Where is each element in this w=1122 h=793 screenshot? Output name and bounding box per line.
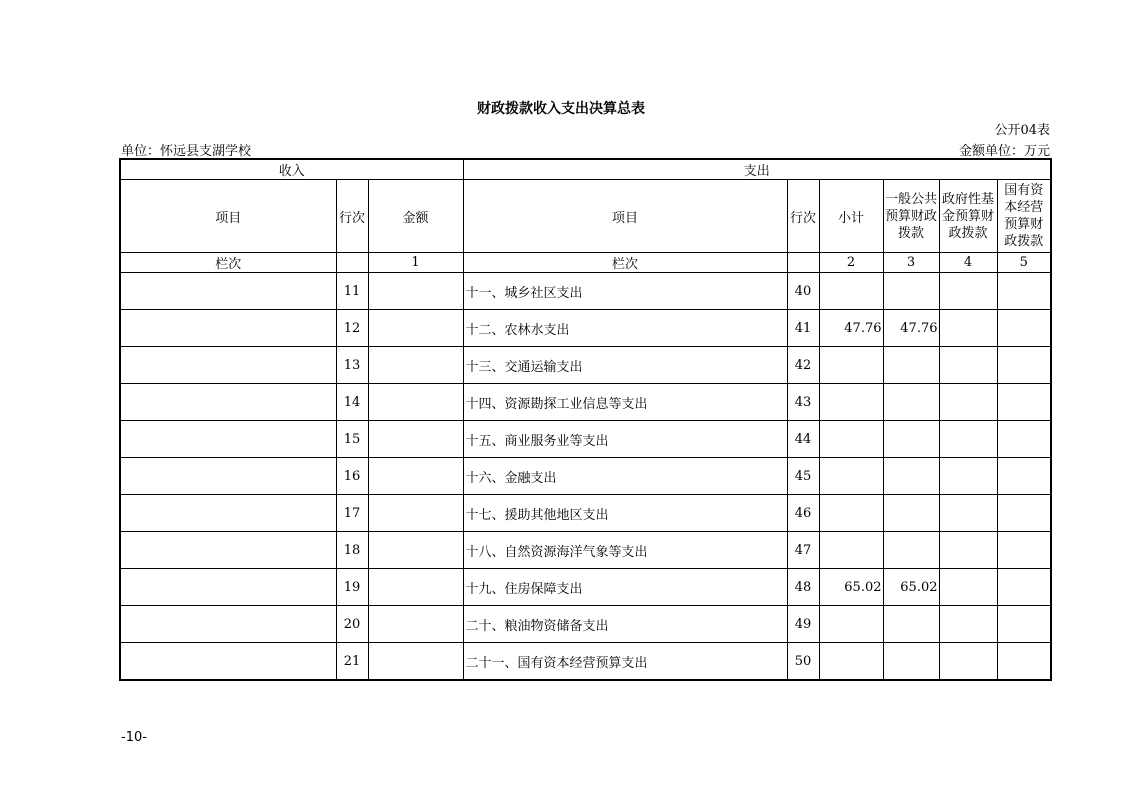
subtotal-cell [819, 606, 883, 643]
income-item-header: 项目 [120, 180, 336, 253]
income-amount-cell [368, 384, 463, 421]
income-row-number: 16 [336, 458, 368, 495]
income-amount-cell [368, 532, 463, 569]
income-amount-cell [368, 495, 463, 532]
income-item-cell [120, 347, 336, 384]
expense-item-cell: 十三、交通运输支出 [463, 347, 787, 384]
table-row [120, 569, 1051, 606]
gov-fund-cell [939, 495, 997, 532]
table-row [120, 458, 1051, 495]
expense-item-header: 项目 [463, 180, 787, 253]
expense-item-cell: 十一、城乡社区支出 [463, 273, 787, 310]
gov-fund-cell [939, 310, 997, 347]
income-row-no-blank [336, 253, 368, 273]
expense-item-cell: 十八、自然资源海洋气象等支出 [463, 532, 787, 569]
table-row [120, 310, 1051, 347]
expense-item-cell: 十五、商业服务业等支出 [463, 421, 787, 458]
general-budget-cell [883, 384, 939, 421]
income-item-cell [120, 569, 336, 606]
fund-column-number: 4 [939, 253, 997, 273]
table-row [120, 532, 1051, 569]
subtotal-cell [819, 643, 883, 681]
state-capital-cell [997, 384, 1051, 421]
income-row-number: 17 [336, 495, 368, 532]
state-capital-cell [997, 495, 1051, 532]
fiscal-appropriation-table [119, 158, 1052, 681]
gov-fund-cell [939, 384, 997, 421]
form-number: 公开04表 [994, 123, 1050, 138]
expense-item-cell: 二十一、国有资本经营预算支出 [463, 643, 787, 681]
state-capital-cell [997, 569, 1051, 606]
expense-row-number: 45 [787, 458, 819, 495]
general-budget-cell [883, 421, 939, 458]
amount-column-number: 1 [368, 253, 463, 273]
general-budget-cell [883, 606, 939, 643]
state-capital-cell [997, 458, 1051, 495]
gov-fund-header: 政府性基金预算财政拨款 [939, 180, 997, 253]
income-section-header: 收入 [120, 159, 463, 180]
state-capital-cell [997, 273, 1051, 310]
amount-unit: 金额单位：万元 [958, 144, 1050, 159]
general-budget-cell [883, 532, 939, 569]
expense-row-number: 49 [787, 606, 819, 643]
gov-fund-cell [939, 458, 997, 495]
subtotal-cell: 47.76 [819, 310, 883, 347]
income-row-number: 13 [336, 347, 368, 384]
section-header-row [120, 159, 1051, 180]
gov-fund-cell [939, 347, 997, 384]
subtotal-header: 小计 [819, 180, 883, 253]
gov-fund-cell [939, 606, 997, 643]
income-row-number: 14 [336, 384, 368, 421]
subtotal-cell [819, 495, 883, 532]
income-row-number: 21 [336, 643, 368, 681]
general-budget-cell: 65.02 [883, 569, 939, 606]
subtotal-cell [819, 273, 883, 310]
column-header-row [120, 180, 1051, 253]
income-item-cell [120, 606, 336, 643]
income-row-number: 20 [336, 606, 368, 643]
income-item-cell [120, 384, 336, 421]
expense-row-no-header: 行次 [787, 180, 819, 253]
income-row-number: 18 [336, 532, 368, 569]
expense-column-label: 栏次 [463, 253, 787, 273]
general-budget-cell [883, 643, 939, 681]
income-column-label: 栏次 [120, 253, 336, 273]
general-budget-cell: 47.76 [883, 310, 939, 347]
income-item-cell [120, 495, 336, 532]
table-title: 财政拨款收入支出决算总表 [477, 101, 645, 117]
expense-row-no-blank [787, 253, 819, 273]
income-row-number: 11 [336, 273, 368, 310]
income-amount-cell [368, 347, 463, 384]
expense-section-header: 支出 [463, 159, 1051, 180]
state-capital-cell [997, 347, 1051, 384]
income-amount-cell [368, 310, 463, 347]
income-amount-cell [368, 569, 463, 606]
income-item-cell [120, 421, 336, 458]
table-row [120, 273, 1051, 310]
income-item-cell [120, 310, 336, 347]
expense-row-number: 50 [787, 643, 819, 681]
gov-fund-cell [939, 532, 997, 569]
gov-fund-cell [939, 569, 997, 606]
subtotal-cell: 65.02 [819, 569, 883, 606]
general-budget-cell [883, 347, 939, 384]
state-capital-cell [997, 606, 1051, 643]
table-row [120, 384, 1051, 421]
table-row [120, 606, 1051, 643]
page-number: -10- [121, 730, 147, 745]
expense-item-cell: 十七、援助其他地区支出 [463, 495, 787, 532]
expense-row-number: 42 [787, 347, 819, 384]
state-column-number: 5 [997, 253, 1051, 273]
expense-item-cell: 二十、粮油物资储备支出 [463, 606, 787, 643]
income-item-cell [120, 458, 336, 495]
expense-row-number: 44 [787, 421, 819, 458]
state-capital-cell [997, 421, 1051, 458]
subtotal-column-number: 2 [819, 253, 883, 273]
income-amount-cell [368, 606, 463, 643]
general-budget-header: 一般公共预算财政拨款 [883, 180, 939, 253]
subtotal-cell [819, 384, 883, 421]
expense-item-cell: 十六、金融支出 [463, 458, 787, 495]
expense-row-number: 48 [787, 569, 819, 606]
expense-item-cell: 十四、资源勘探工业信息等支出 [463, 384, 787, 421]
income-amount-header: 金额 [368, 180, 463, 253]
table-row [120, 347, 1051, 384]
income-item-cell [120, 273, 336, 310]
expense-row-number: 46 [787, 495, 819, 532]
income-item-cell [120, 532, 336, 569]
subtotal-cell [819, 532, 883, 569]
general-budget-cell [883, 495, 939, 532]
expense-row-number: 47 [787, 532, 819, 569]
state-capital-cell [997, 310, 1051, 347]
general-column-number: 3 [883, 253, 939, 273]
income-item-cell [120, 643, 336, 681]
subtotal-cell [819, 458, 883, 495]
income-row-number: 19 [336, 569, 368, 606]
subtotal-cell [819, 347, 883, 384]
subtotal-cell [819, 421, 883, 458]
income-amount-cell [368, 458, 463, 495]
income-row-number: 12 [336, 310, 368, 347]
income-amount-cell [368, 643, 463, 681]
expense-item-cell: 十九、住房保障支出 [463, 569, 787, 606]
income-amount-cell [368, 273, 463, 310]
column-number-row [120, 253, 1051, 273]
gov-fund-cell [939, 273, 997, 310]
expense-row-number: 41 [787, 310, 819, 347]
general-budget-cell [883, 458, 939, 495]
gov-fund-cell [939, 421, 997, 458]
income-amount-cell [368, 421, 463, 458]
expense-item-cell: 十二、农林水支出 [463, 310, 787, 347]
expense-row-number: 43 [787, 384, 819, 421]
income-row-number: 15 [336, 421, 368, 458]
table-row [120, 421, 1051, 458]
state-capital-cell [997, 532, 1051, 569]
state-capital-header: 国有资本经营预算财政拨款 [997, 180, 1051, 253]
expense-row-number: 40 [787, 273, 819, 310]
reporting-unit: 单位：怀远县支湖学校 [121, 144, 252, 159]
table-row [120, 643, 1051, 681]
income-row-no-header: 行次 [336, 180, 368, 253]
table-row [120, 495, 1051, 532]
general-budget-cell [883, 273, 939, 310]
gov-fund-cell [939, 643, 997, 681]
state-capital-cell [997, 643, 1051, 681]
